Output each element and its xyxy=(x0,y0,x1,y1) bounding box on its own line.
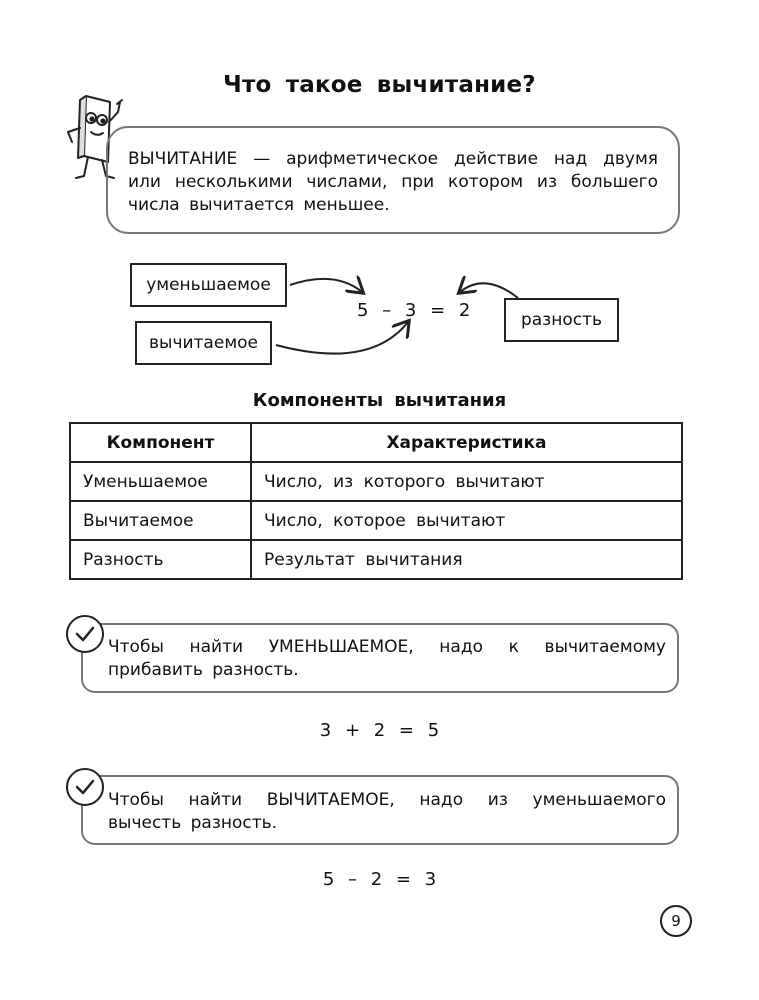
table-cell: Уменьшаемое xyxy=(70,462,251,501)
rule-text-minuend: Чтобы найти УМЕНЬШАЕМОЕ, надо к вычитаемому прибавить разность. xyxy=(108,637,666,680)
table-cell: Вычитаемое xyxy=(70,501,251,540)
checkmark-icon xyxy=(66,768,104,806)
minuend-arrow xyxy=(290,279,362,292)
checkmark-icon xyxy=(66,615,104,653)
table-header-row xyxy=(70,423,682,462)
minuend-label: уменьшаемое xyxy=(130,263,287,307)
table-row xyxy=(70,501,682,540)
subtrahend-label: вычитаемое xyxy=(135,321,272,365)
rule-example-subtrahend: 5 – 2 = 3 xyxy=(322,869,437,890)
table-row xyxy=(70,540,682,579)
page-title: Что такое вычитание? xyxy=(223,72,536,98)
difference-label: разность xyxy=(504,298,619,342)
difference-arrow xyxy=(460,283,518,298)
rule-text-subtrahend: Чтобы найти ВЫЧИТАЕМОЕ, надо из уменьшаемого вычесть разность. xyxy=(108,790,666,833)
table-cell: Разность xyxy=(70,540,251,579)
diagram-arrows xyxy=(0,0,759,400)
table-row xyxy=(70,462,682,501)
table-cell: Число, которое вычитают xyxy=(251,501,682,540)
table-header-cell: Компонент xyxy=(70,423,251,462)
table-caption: Компоненты вычитания xyxy=(252,390,507,411)
definition-term: ВЫЧИТАНИЕ xyxy=(128,149,238,169)
diagram-equation: 5 – 3 = 2 xyxy=(357,300,471,321)
table-header-cell: Характеристика xyxy=(251,423,682,462)
definition-body: — арифметическое действие над двумя или несколькими числами, при котором из большего числа вычитается меньшее. xyxy=(128,149,659,215)
components-table xyxy=(69,422,683,580)
subtrahend-arrow xyxy=(276,322,408,354)
rule-example-minuend: 3 + 2 = 5 xyxy=(319,720,440,741)
table-cell: Число, из которого вычитают xyxy=(251,462,682,501)
table-cell: Результат вычитания xyxy=(251,540,682,579)
page-number: 9 xyxy=(660,905,692,937)
